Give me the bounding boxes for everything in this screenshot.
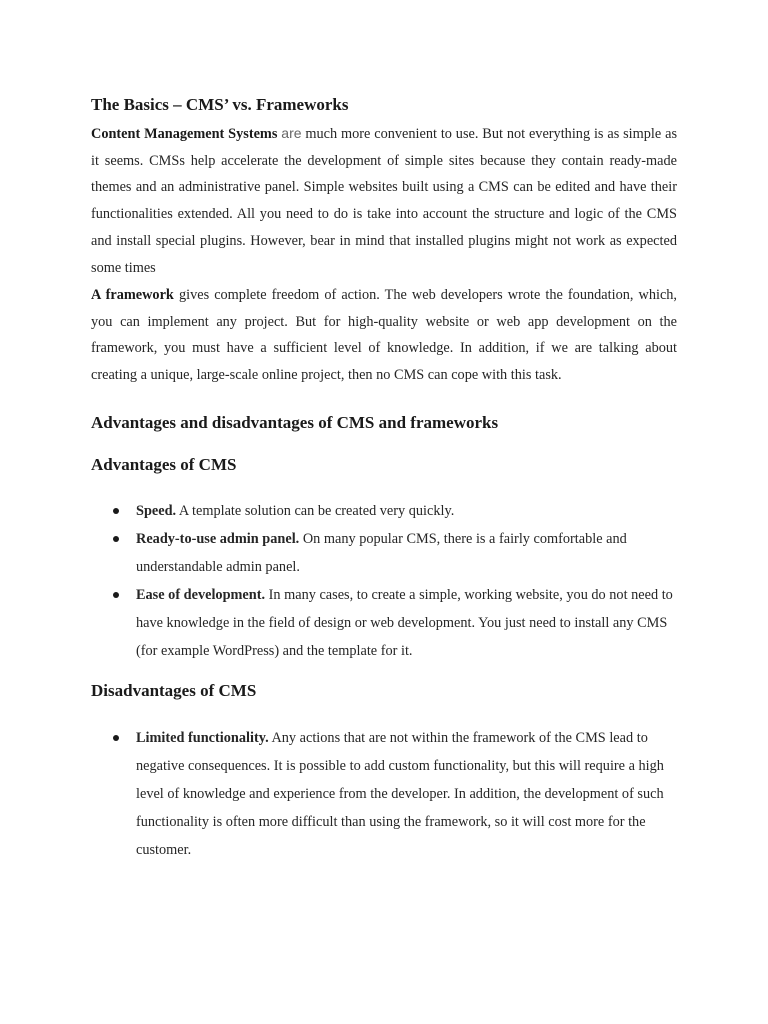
heading-advantages-cms: Advantages of CMS [91, 455, 237, 474]
bullet-icon [113, 508, 119, 514]
heading-advantages-disadvantages: Advantages and disadvantages of CMS and frameworks [91, 413, 499, 432]
heading-basics: The Basics – CMS’ vs. Frameworks [91, 95, 349, 114]
list-item-title: Speed. [136, 503, 177, 519]
list-item [110, 724, 680, 864]
list-item-text: A template solution can be created very quickly. [176, 503, 455, 519]
bullet-icon [113, 735, 119, 741]
framework-term: A framework [91, 287, 174, 303]
paragraph-cms [91, 120, 677, 281]
advantages-list [110, 497, 680, 665]
heading-disadvantages-cms: Disadvantages of CMS [91, 681, 257, 700]
bullet-icon [113, 592, 119, 598]
list-item-title: Limited functionality. [136, 730, 269, 746]
list-item [110, 525, 680, 581]
list-item-text: Any actions that are not within the framework of the CMS lead to negative consequences. It is possible to add custom functionality, but this will require a high level of knowledge and experience from the developer. In addition, the development of such functionality is often more difficult than using the framework, so it will cost more for the customer. [136, 730, 664, 858]
list-item-text: In many cases, to create a simple, working website, you do not need to have knowledge in the field of design or web development. You just need to install any CMS (for example WordPress) and the template for it. [136, 587, 673, 659]
list-item-title: Ease of development. [136, 587, 266, 603]
list-item [110, 497, 680, 525]
bullet-icon [113, 536, 119, 542]
list-item [110, 581, 680, 665]
paragraph-cms-text: much more convenient to use. But not everything is as simple as it seems. CMSs help accelerate the development of simple sites because they contain ready-made themes and an administrative panel. Simple websites built using a CMS can be edited and have their functionalities extended. All you need to do is take into account the structure and logic of the CMS and install special plugins. However, bear in mind that installed plugins might not work as expected some times [91, 126, 678, 276]
cms-term: Content Management Systems [91, 126, 278, 142]
paragraph-framework-text: gives complete freedom of action. The web developers wrote the foundation, which, you can implement any project. But for high-quality website or web app development on the framework, you must have a sufficient level of knowledge. In addition, if we are talking about creating a unique, large-scale online project, then no CMS can cope with this task. [91, 287, 678, 384]
paragraph-framework [91, 282, 677, 389]
disadvantages-list [110, 724, 680, 864]
are-word: are [281, 125, 302, 141]
list-item-title: Ready-to-use admin panel. [136, 531, 300, 547]
list-item-text: On many popular CMS, there is a fairly comfortable and understandable admin panel. [136, 531, 627, 575]
